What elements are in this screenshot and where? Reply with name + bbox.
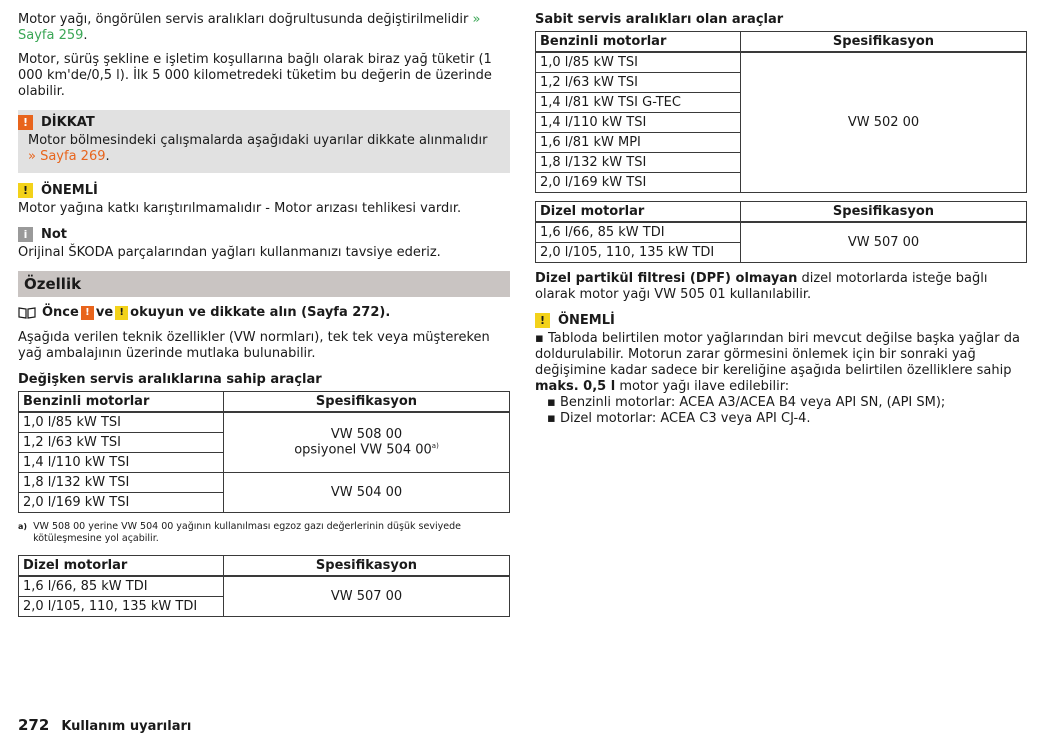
left-column	[18, 12, 510, 625]
not-heading: i Not	[18, 227, 510, 242]
table-header: Spesifikasyon	[224, 392, 510, 413]
specs-intro: Aşağıda verilen teknik özellikler (VW normları), tek tek veya müştereken yağ ambalajının üzerinde mutlaka bulunabilir.	[18, 330, 490, 361]
table-header: Benzinli motorlar	[19, 392, 224, 413]
spec-cell: VW 507 00	[741, 222, 1027, 263]
table-cell: 1,6 l/81 kW MPI	[536, 133, 741, 153]
section-title: Özellik	[18, 271, 510, 297]
sub-bullet-diesel: ▪ Dizel motorlar: ACEA C3 veya API CJ-4.	[547, 411, 811, 426]
table-cell: 1,2 l/63 kW TSI	[536, 73, 741, 93]
pre-read-notice: Önce ! ve ! okuyun ve dikkate alın (Sayfa 272).	[18, 305, 510, 320]
page-footer	[18, 716, 191, 734]
not-body: Orijinal ŠKODA parçalarından yağları kullanmanızı tavsiye ederiz.	[18, 245, 441, 260]
table-header: Spesifikasyon	[741, 202, 1027, 223]
spec-cell: VW 508 00 opsiyonel VW 504 00$^{a)}$	[224, 412, 510, 473]
onemli-heading-2: ! ÖNEMLİ	[535, 313, 1027, 328]
spec-cell: VW 507 00	[224, 576, 510, 617]
onemli-heading: ! ÖNEMLİ	[18, 183, 510, 198]
table-cell: 1,0 l/85 kW TSI	[536, 52, 741, 73]
warning-icon: !	[81, 306, 94, 320]
spec-cell: VW 502 00	[741, 52, 1027, 193]
table-cell: 1,6 l/66, 85 kW TDI	[19, 576, 224, 597]
spec-cell: VW 504 00	[224, 473, 510, 513]
table-header: Dizel motorlar	[536, 202, 741, 223]
page-link-259[interactable]: » Sayfa 259	[18, 12, 481, 43]
table-cell: 1,0 l/85 kW TSI	[19, 412, 224, 433]
variable-diesel-table	[18, 555, 510, 617]
fixed-diesel-table	[535, 201, 1027, 263]
dikkat-heading: ! DİKKAT	[18, 115, 510, 130]
table-cell: 2,0 l/105, 110, 135 kW TDI	[536, 243, 741, 263]
chapter-title: Kullanım uyarıları	[61, 719, 192, 734]
dpf-paragraph: Dizel partikül filtresi (DPF) olmayan dizel motorlarda isteğe bağlı olarak motor yağı VW 505 01 kullanılabilir.	[535, 271, 988, 302]
intro-paragraph-1: Motor yağı, öngörülen servis aralıkları doğrultusunda değiştirilmelidir » Sayfa 259.	[18, 12, 481, 43]
table-cell: 1,2 l/63 kW TSI	[19, 433, 224, 453]
onemli-bullet: ▪ Tabloda belirtilen motor yağlarından biri mevcut değilse başka yağlar da doldurulabilir. Motorun zarar görmesini önlemek için bir sonraki yağ değişimine kadar sadece bir kereliğine aşağıda belirtilen özelliklere sahip maks. 0,5 l motor yağı ilave edilebilir:	[535, 331, 1020, 394]
table-cell: 1,4 l/81 kW TSI G-TEC	[536, 93, 741, 113]
table-header: Dizel motorlar	[19, 556, 224, 577]
table-header: Benzinli motorlar	[536, 32, 741, 53]
dikkat-box	[18, 110, 510, 173]
table-cell: 1,8 l/132 kW TSI	[19, 473, 224, 493]
table-header: Spesifikasyon	[224, 556, 510, 577]
table-cell: 2,0 l/169 kW TSI	[536, 173, 741, 193]
sub-bullet-petrol: ▪ Benzinli motorlar: ACEA A3/ACEA B4 veya API SN, (API SM);	[547, 395, 946, 410]
caution-icon: !	[18, 183, 33, 198]
variable-petrol-table	[18, 391, 510, 513]
table-cell: 1,6 l/66, 85 kW TDI	[536, 222, 741, 243]
warning-icon: !	[18, 115, 33, 130]
fixed-petrol-table	[535, 31, 1027, 193]
intro-paragraph-2: Motor, sürüş şekline e işletim koşullarına bağlı olarak biraz yağ tüketir (1 000 km'de/0,5 l). İlk 5 000 kilometredeki tüketim bu değerin de üzerinde olabilir.	[18, 52, 492, 99]
page-link-272[interactable]: okuyun ve dikkate alın (Sayfa 272).	[130, 305, 391, 320]
table-cell: 1,4 l/110 kW TSI	[19, 453, 224, 473]
caution-icon: !	[535, 313, 550, 328]
dikkat-body: Motor bölmesindeki çalışmalarda aşağıdaki uyarılar dikkate alınmalıdır » Sayfa 269.	[28, 133, 488, 164]
fixed-interval-heading: Sabit servis aralıkları olan araçlar	[535, 12, 784, 27]
table-cell: 2,0 l/169 kW TSI	[19, 493, 224, 513]
page-number: 272	[18, 716, 50, 734]
onemli-body: Motor yağına katkı karıştırılmamalıdır - Motor arızası tehlikesi vardır.	[18, 201, 462, 216]
info-icon: i	[18, 227, 33, 242]
caution-icon: !	[115, 306, 128, 320]
page-link-269[interactable]: » Sayfa 269	[28, 149, 106, 164]
variable-interval-heading: Değişken servis aralıklarına sahip araçlar	[18, 372, 322, 387]
table-cell: 2,0 l/105, 110, 135 kW TDI	[19, 597, 224, 617]
table-header: Spesifikasyon	[741, 32, 1027, 53]
table-cell: 1,4 l/110 kW TSI	[536, 113, 741, 133]
book-icon	[18, 307, 36, 319]
footnote: a) VW 508 00 yerine VW 504 00 yağının kullanılması egzoz gazı değerlerinin düşük seviyede kötüleşmesine yol açabilir.	[18, 521, 461, 544]
right-column	[535, 12, 1027, 427]
table-cell: 1,8 l/132 kW TSI	[536, 153, 741, 173]
